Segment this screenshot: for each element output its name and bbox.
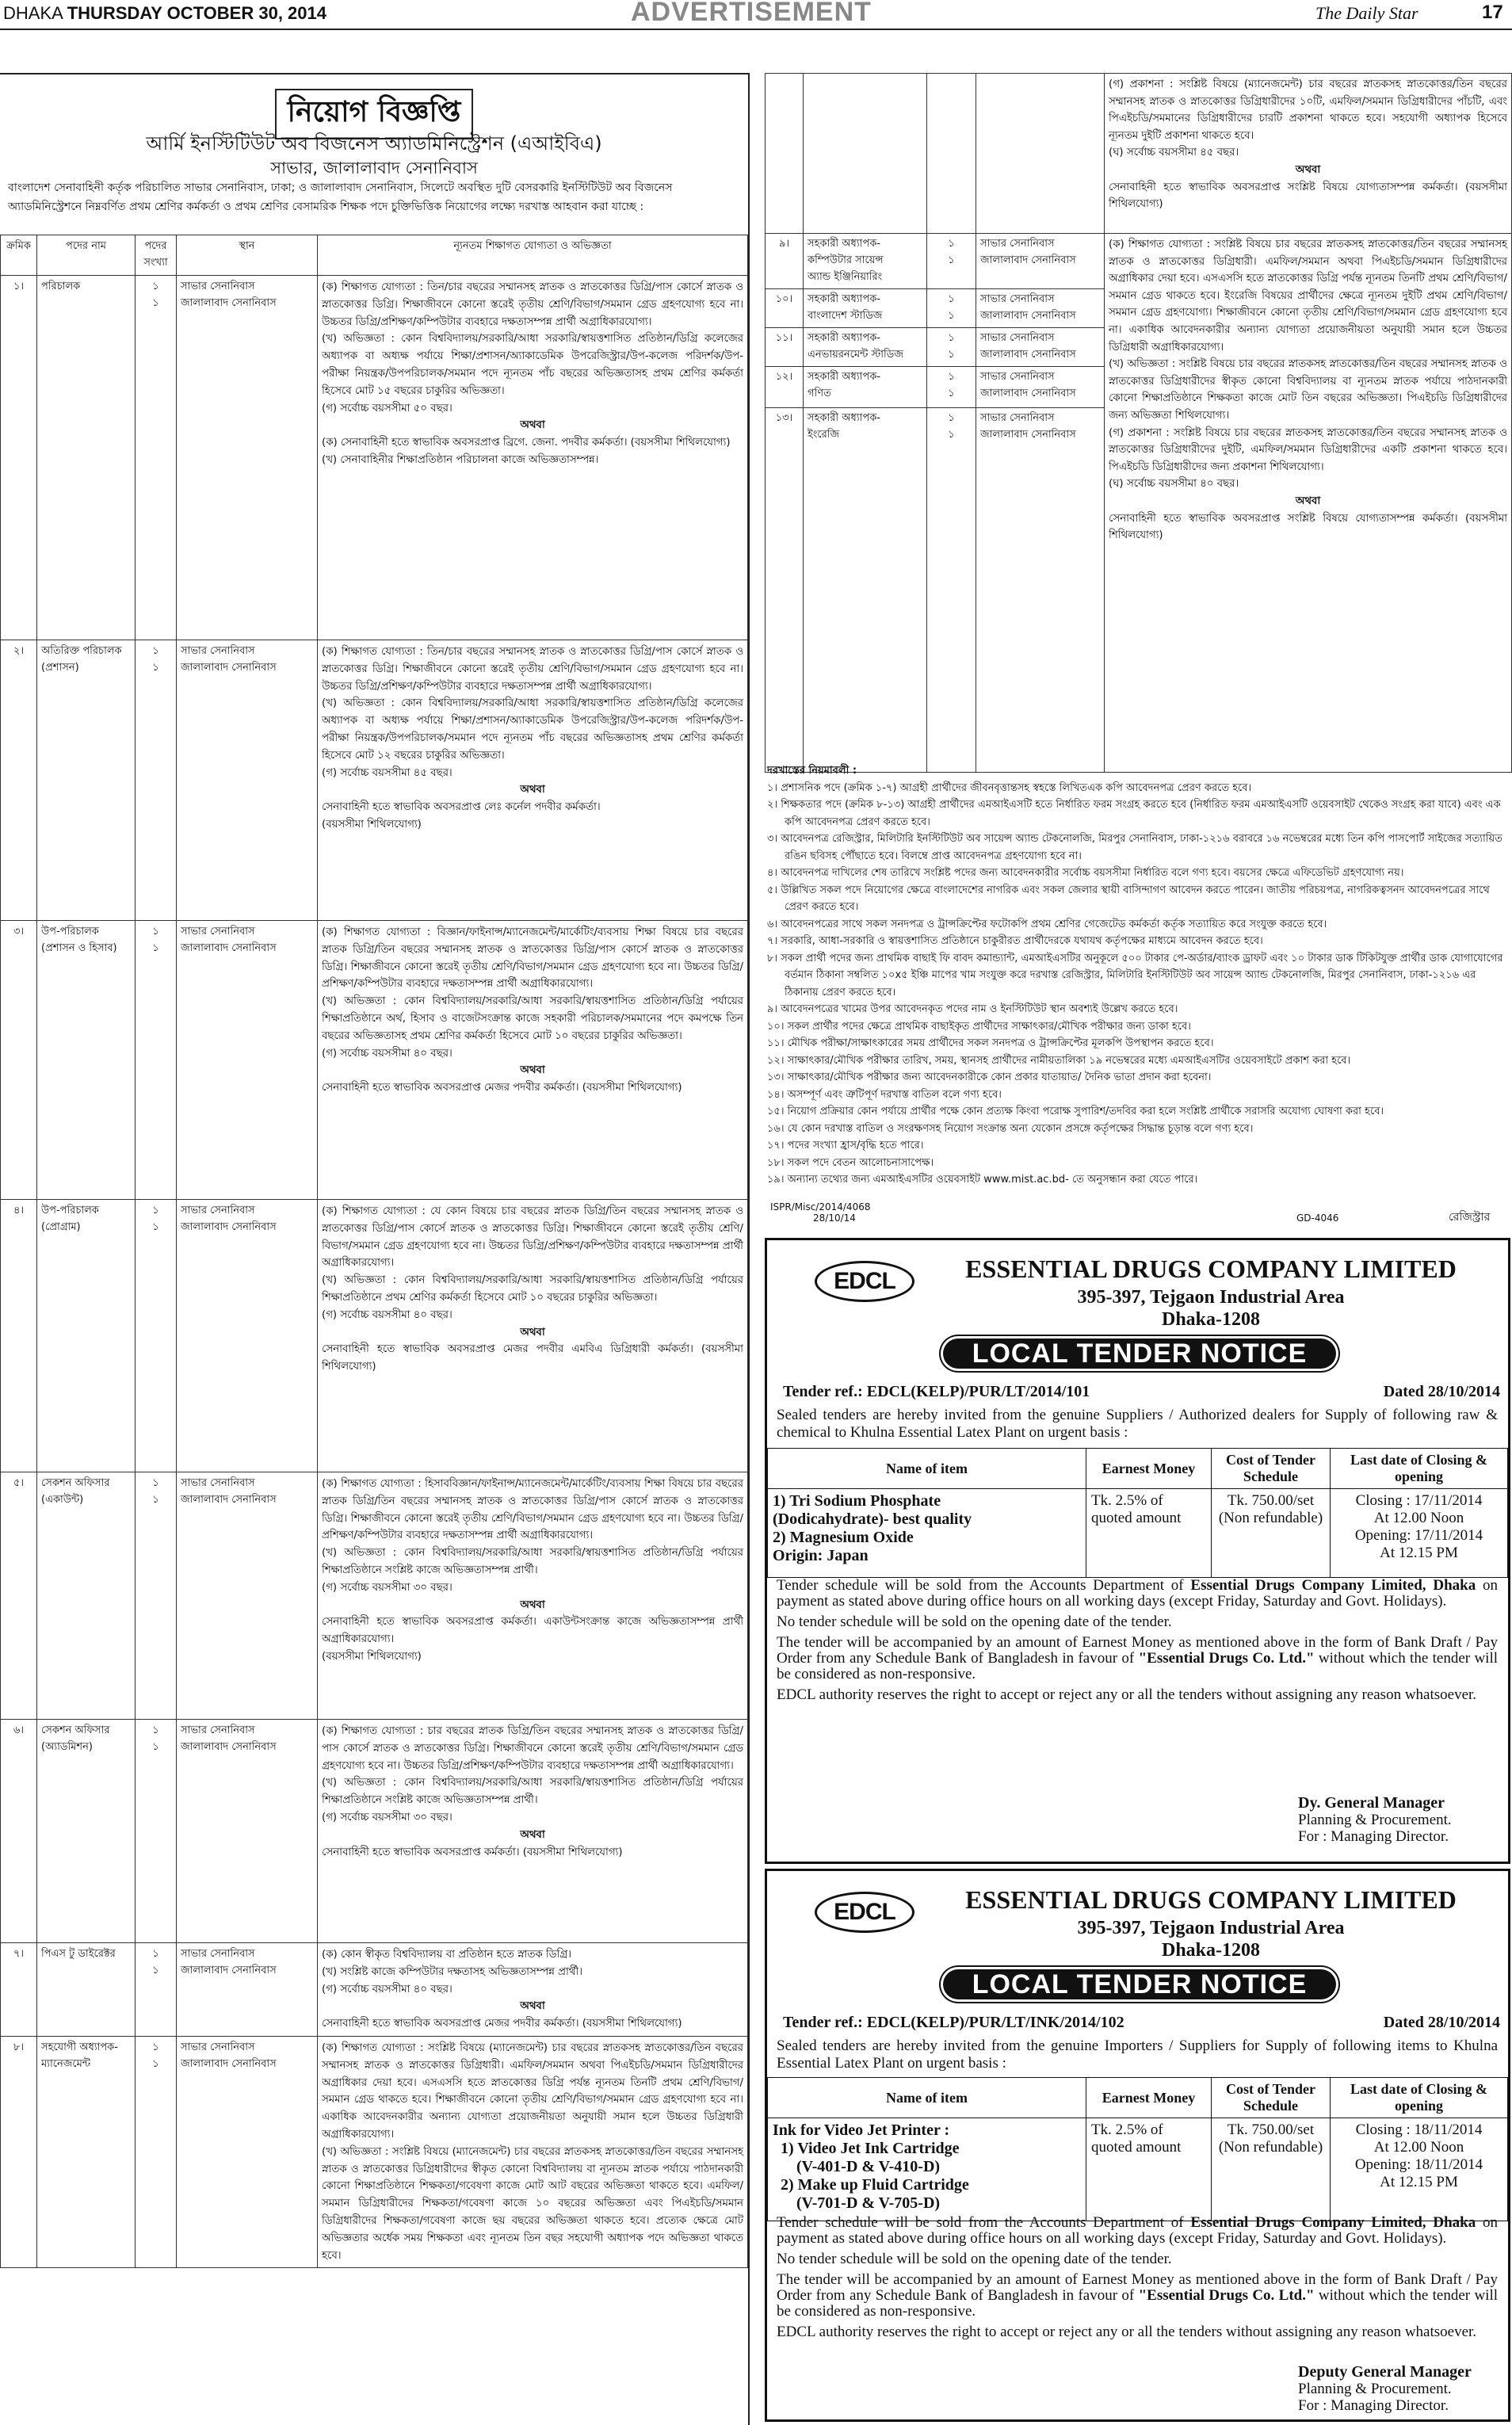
post-serial-text: ৮। <box>13 2041 25 2053</box>
ad-footer <box>767 1201 1509 1225</box>
post-serial-text: ৩। <box>13 926 25 938</box>
post-requirements-text: (ক) কোন স্বীকৃত বিশ্ববিদ্যালয় বা প্রতিষ্ঠান হতে স্নাতক ডিগ্রি। (খ) সংশ্লিষ্ট কাজে কম্পিউটার দক্ষতাসহ অভিজ্ঞতাসম্পন্ন প্রার্থী। (গ) সর্বোচ্চ বয়সসীমা ৪০ বছর। <box>322 1949 582 1995</box>
post-serial-text: ৪। <box>13 1205 25 1216</box>
post-count-text: ১ ১ <box>152 645 159 674</box>
masthead: The Daily Star <box>1315 3 1418 23</box>
post-place <box>976 367 1105 408</box>
alternative-eligibility: সেনাবাহিনী হতে স্বাভাবিক অবসরপ্রাপ্ত সংশ্লিষ্ট বিষয়ে যোগ্যতাসম্পন্ন কর্মকর্তা। (বয়সসীমা শিথিলযোগ্য) <box>1109 512 1507 542</box>
posts-table-continued <box>765 73 1512 773</box>
post-count <box>136 1472 177 1720</box>
gd-number: GD-4046 <box>1296 1212 1339 1224</box>
section-label: ADVERTISEMENT <box>631 0 872 27</box>
rule-item: ১২। সাক্ষাৎকার/মৌখিক পরীক্ষার তারিখ, সময়, স্থানসহ প্রার্থীদের নামীয়তালিকা ১৯ নভেম্বরের মধ্যে এমআইএসটির ওয়েবসাইটে প্রকাশ করা হবে। <box>767 1054 1351 1067</box>
empty-cell <box>927 74 976 234</box>
post-serial-text: ৯। <box>778 238 790 250</box>
or-label: অথবা <box>520 1828 545 1841</box>
post-place <box>177 1200 318 1472</box>
rule-item: ৮। সকল প্রার্থী পদের জন্য প্রাথমিক বাছাই ফি বাবদ কমান্ড্যান্ট, এমআইএসটির অনুকূলে ৫০০ টাকার পে-অর্ডার/ব্যাংক ড্রাফট এবং ১০ টাকার ডাক টিকিটযুক্ত প্রার্থীর ডাক যোগাযোগের বর্তমান ঠিকানা সম্বলিত ১০x৫ ইঞ্চি মাপের খাম সংযুক্ত করে দরখাস্ত রেজিস্ট্রার, মিলিটারি ইনস্টিটিউট অব সায়েন্স অ্যান্ড টেকনোলজি, মিরপুর সেনানিবাস, ঢাকা-১২১৬ এর ঠিকানায় প্রেরণ করতে হবে। <box>767 952 1503 999</box>
post-count-text: ১ ১ <box>948 412 955 441</box>
tender-ref: Tender ref.: EDCL(KELP)/PUR/LT/2014/101 <box>783 1383 1090 1400</box>
item-list: 1) Tri Sodium Phosphate (Dodicahydrate)- best quality 2) Magnesium Oxide Origin: Japan <box>768 1489 1086 1578</box>
post-requirements-text: (গ) প্রকাশনা : সংশ্লিষ্ট বিষয়ে (ম্যানেজমেন্ট) চার বছরের স্নাতকসহ স্নাতকোত্তর/তিন বছরের সম্মানসহ স্নাতক ও স্নাতকোত্তর ডিগ্রিধারীদের ১০টি, এমফিল/সমমান ডিগ্রিধারীদের পাঁচটি, এবং পিএইচডি/সমমানের ডিগ্রিধারীদের চারটি প্রকাশনা থাকতে হবে। সহযোগী অধ্যাপক হিসেবে ন্যূনতম দুইটি প্রকাশনা থাকতে হবে। (ঘ) সর্বোচ্চ বয়সসীমা ৪৫ বছর। <box>1109 78 1507 159</box>
post-requirements <box>318 1472 748 1720</box>
post-serial-text: ৭। <box>13 1948 25 1960</box>
post-row <box>1 1200 748 1472</box>
alternative-eligibility: সেনাবাহিনী হতে স্বাভাবিক অবসরপ্রাপ্ত মেজর পদবীর কর্মকর্তা। (বয়সসীমা শিথিলযোগ্য) <box>322 1082 682 1094</box>
post-name-text: সহযোগী অধ্যাপক- ম্যানেজমেন্ট <box>41 2041 118 2070</box>
tender-terms: Tender schedule will be sold from the Accounts Department of Essential Drugs Company Limited, Dhaka on payment as stated above during office hours on all working days (except Friday, Saturday and Govt. Holidays). No tender schedule will be sold on the opening date of the tender. The tender will be accompanied by an amount of Earnest Money as mentioned above in the form of Bank Draft / Pay Order from any Schedule Bank of Bangladesh in favour of "Essential Drugs Co. Ltd." without which the tender will be considered as non-responsive. EDCL authority reserves the right to accept or reject any or all the tenders without assigning any reason whatsoever. <box>777 2214 1499 2340</box>
post-row <box>1 2036 748 2267</box>
post-requirements <box>318 276 748 640</box>
post-count-text: ১ ১ <box>948 332 955 361</box>
col-item: Name of item <box>768 1449 1086 1489</box>
rule-item: ৩। আবেদনপত্র রেজিস্ট্রার, মিলিটারি ইনস্টিটিউট অব সায়েন্স অ্যান্ড টেকনোলজি, মিরপুর সেনানিবাস, ঢাকা-১২১৬ বরাবরে ১৬ নভেম্বরের মধ্যে তিন কপি পাসপোর্ট সাইজের সত্যায়িত রঙিন ছবিসহ পৌঁছাতে হবে। বিলম্বে প্রাপ্ত আবেদনপত্র গ্রহণযোগ্য হবে না। <box>767 833 1502 862</box>
post-requirements-text: (ক) শিক্ষাগত যোগ্যতা : হিসাববিজ্ঞান/ফাইনান্স/ম্যানেজমেন্ট/মার্কেটিং/ব্যবসায় শিক্ষা বিষয়ে চার বছরের স্নাতক ডিগ্রি/তিন বছরের সম্মানসহ স্নাতক ও স্নাতকোত্তর ডিগ্রি/পাস কোর্সে স্নাতক ও স্নাতকোত্তর ডিগ্রি। শিক্ষাজীবনে কোনো স্তরেই তৃতীয় শ্রেণি/বিভাগ/সমমান গ্রেড গ্রহণযোগ্য হবে না। উচ্চতর ডিগ্রি/প্রশিক্ষণ/কম্পিউটার ব্যবহারে দক্ষতাসম্পন্ন প্রার্থী অগ্রাধিকারযোগ্য। (খ) অভিজ্ঞতা : কোন বিশ্ববিদ্যালয়/সরকারি/আধা সরকারি/স্বায়ত্তশাসিত প্রতিষ্ঠান/ডিগ্রি পর্যায়ের শিক্ষাপ্রতিষ্ঠানে সংশ্লিষ্ট কাজে অভিজ্ঞতাসম্পন্ন প্রার্থী। (গ) সর্বোচ্চ বয়সসীমা ৩০ বছর। <box>322 1478 743 1594</box>
tender-date: Dated 28/10/2014 <box>1383 1383 1500 1400</box>
post-requirements <box>318 2036 748 2267</box>
post-serial <box>1 1472 37 1720</box>
post-count <box>927 234 976 289</box>
post-count-text: ১ ১ <box>948 238 955 266</box>
post-name-text: সেকশন অফিসার (অ্যাডমিশন) <box>41 1724 110 1753</box>
post-serial-text: ১। <box>13 281 25 292</box>
empty-cell <box>804 74 927 234</box>
rule-item: ১০। সকল প্রার্থীর পদের ক্ষেত্রে প্রাথমিক বাছাইকৃত প্রার্থীদের সাক্ষাৎকার/মৌখিক পরীক্ষার জন্য ডাকা হবে। <box>767 1020 1191 1033</box>
post-count-text: ১ ১ <box>152 926 159 954</box>
alternative-eligibility: (ক) সেনাবাহিনী হতে স্বাভাবিক অবসরপ্রাপ্ত ব্রিগে. জেনা. পদবীর কর্মকর্তা। (বয়সসীমা শিথিলযোগ্য) (খ) সেনাবাহিনীর শিক্ষাপ্রতিষ্ঠান পরিচালনা কাজে অভিজ্ঞতাসম্পন্ন। <box>322 437 731 466</box>
notice-banner: LOCAL TENDER NOTICE <box>943 1969 1336 1999</box>
post-serial <box>766 234 804 289</box>
post-requirements <box>1105 234 1512 773</box>
ispr-ref: ISPR/Misc/2014/4068 <box>770 1201 871 1212</box>
post-row <box>1 1943 748 2037</box>
post-row <box>1 1720 748 1943</box>
post-name <box>804 408 927 773</box>
post-place-text: সাভার সেনানিবাস জালালাবাদ সেনানিবাস <box>181 1477 277 1506</box>
signer-title: রেজিস্ট্রার <box>1449 1211 1491 1224</box>
post-serial <box>766 408 804 773</box>
rule-item: ১৩। সাক্ষাৎকার/মৌখিক পরীক্ষার জন্য আবেদনকারীকে কোন প্রকার যাতায়াত/ দৈনিক ভাতা প্রদান করা হবেনা। <box>767 1071 1212 1083</box>
post-requirements <box>318 1943 748 2037</box>
post-place <box>177 921 318 1200</box>
post-name <box>37 2036 136 2267</box>
post-place <box>177 2036 318 2267</box>
column-header: ক্রমিক <box>1 235 37 276</box>
post-name-text: সহকারী অধ্যাপক- বাংলাদেশ স্টাডিজ <box>808 293 883 322</box>
post-name-text: সেকশন অফিসার (একাউন্ট) <box>41 1477 110 1506</box>
post-place <box>177 276 318 640</box>
post-requirements-text: (ক) শিক্ষাগত যোগ্যতা : তিন/চার বছরের সম্মানসহ স্নাতক ও স্নাতকোত্তর ডিগ্রি/পাস কোর্সে স্নাতক ও স্নাতকোত্তর ডিগ্রি। শিক্ষাজীবনে কোনো স্তরেই তৃতীয় শ্রেণি/বিভাগ/সমমান গ্রেড গ্রহণযোগ্য হবে না। উচ্চতর ডিগ্রি/প্রশিক্ষণ/কম্পিউটার ব্যবহারে দক্ষতাসম্পন্ন প্রার্থী অগ্রাধিকারযোগ্য। (খ) অভিজ্ঞতা : কোন বিশ্ববিদ্যালয়/সরকারি/আধা সরকারি/স্বায়ত্তশাসিত প্রতিষ্ঠান/ডিগ্রি কলেজের অধ্যাপক বা অধ্যক্ষ পর্যায়ে শিক্ষা/প্রশাসন/অ্যাকাডেমিক উপরেজিস্ট্রার/উপ-কলেজ পরিদর্শক/উপ-পরীক্ষা নিয়ন্ত্রক/উপপরিচালক/সমমান পদে ন্যূনতম পাঁচ বছরের অভিজ্ঞতাসহ প্রথম শ্রেণির কর্মকর্তা হিসেবে মোট ১২ বছরের চাকুরির অভিজ্ঞতা। (গ) সর্বোচ্চ বয়সসীমা ৪৫ বছর। <box>322 646 743 779</box>
post-serial-text: ৫। <box>13 1477 25 1489</box>
rule-item: ১৯। অন্যান্য তথ্যের জন্য এমআইএসটির ওয়েবসাইট www.mist.ac.bd- তে অনুসন্ধান করা যেতে পারে। <box>767 1174 1198 1186</box>
post-requirements <box>318 1200 748 1472</box>
alternative-eligibility: সেনাবাহিনী হতে স্বাভাবিক অবসরপ্রাপ্ত মেজর পদবীর কর্মকর্তা। (বয়সসীমা শিথিলযোগ্য) <box>322 2018 682 2030</box>
closing-dates: Closing : 18/11/2014 At 12.00 Noon Opening: 18/11/2014 At 12.15 PM <box>1331 2118 1508 2221</box>
post-count <box>136 921 177 1200</box>
col-closing: Last date of Closing & opening <box>1331 1449 1508 1489</box>
company-address: 395-397, Tejgaon Industrial Area Dhaka-1208 <box>1077 1287 1345 1330</box>
schedule-cost: Tk. 750.00/set (Non refundable) <box>1212 2118 1331 2221</box>
post-serial <box>766 328 804 367</box>
post-place <box>976 234 1105 289</box>
post-place <box>976 328 1105 367</box>
alternative-eligibility: সেনাবাহিনী হতে স্বাভাবিক অবসরপ্রাপ্ত লেঃ কর্নেল পদবীর কর্মকর্তা। (বয়সসীমা শিথিলযোগ্য) <box>322 801 601 831</box>
alternative-eligibility: সেনাবাহিনী হতে স্বাভাবিক অবসরপ্রাপ্ত সংশ্লিষ্ট বিষয়ে যোগ্যতাসম্পন্ন কর্মকর্তা। (বয়সসীমা শিথিলযোগ্য) <box>1109 181 1507 211</box>
post-name <box>804 367 927 408</box>
post-count-text: ১ ১ <box>948 371 955 399</box>
ispr-date: 28/10/14 <box>813 1212 856 1224</box>
or-label: অথবা <box>520 1326 545 1339</box>
post-place-text: সাভার সেনানিবাস জালালাবাদ সেনানিবাস <box>181 1948 277 1976</box>
post-requirements-text: (ক) শিক্ষাগত যোগ্যতা : যে কোন বিষয়ে চার বছরের স্নাতক ডিগ্রি/তিন বছরের সম্মানসহ স্নাতক ও স্নাতকোত্তর ডিগ্রি/পাস কোর্সে স্নাতক ও স্নাতকোত্তর ডিগ্রি। শিক্ষাজীবনে কোনো স্তরেই তৃতীয় শ্রেণি/বিভাগ/সমমান গ্রেড গ্রহণযোগ্য হবে না। উচ্চতর ডিগ্রি/প্রশিক্ষণ/কম্পিউটার ব্যবহারে দক্ষতাসম্পন্ন প্রার্থী অগ্রাধিকারযোগ্য। (খ) অভিজ্ঞতা : কোন বিশ্ববিদ্যালয়/সরকারি/আধা সরকারি/স্বায়ত্তশাসিত প্রতিষ্ঠান/ডিগ্রি পর্যায়ের শিক্ষাপ্রতিষ্ঠানে প্রথম শ্রেণির কর্মকর্তা হিসেবে মোট ১০ বছরের চাকুরির অভিজ্ঞতা। (গ) সর্বোচ্চ বয়সসীমা ৪০ বছর। <box>322 1205 743 1321</box>
post-place-text: সাভার সেনানিবাস জালালাবাদ সেনানিবাস <box>181 926 277 954</box>
ad-location: সাভার, জালালাবাদ সেনানিবাস <box>270 158 478 178</box>
post-name-text: অতিরিক্ত পরিচালক (প্রশাসন) <box>41 645 122 674</box>
rule-item: ৯। আবেদনপত্রের খামের উপর আবেদনকৃত পদের নাম ও ইনস্টিটিউট স্থান অবশ্যই উল্লেখ করতে হবে। <box>767 1003 1178 1015</box>
post-serial-text: ২। <box>13 645 25 657</box>
earnest-money: Tk. 2.5% of quoted amount <box>1086 2118 1212 2221</box>
post-row <box>1 921 748 1200</box>
post-serial <box>1 1943 37 2037</box>
post-serial-text: ১৩। <box>775 412 793 424</box>
post-serial-text: ১০। <box>775 293 793 305</box>
rule-item: ২। শিক্ষকতার পদে (ক্রমিক ৮-১৩) আগ্রহী প্রার্থীদের এমআইএসটি হতে নির্ধারিত ফরম সংগ্রহ করতে হবে (নির্ধারিত ফরম এমআইএসটি ওয়েবসাইট থেকেও সংগ্রহ করা যাবে) এবং এক কপি আবেদনপত্র প্রেরণ করতে হবে। <box>767 799 1501 828</box>
post-name-text: সহকারী অধ্যাপক- কম্পিউটার সায়েন্স অ্যান্ড ইঞ্জিনিয়ারিং <box>808 238 884 283</box>
post-serial <box>1 1720 37 1943</box>
post-count-text: ১ ১ <box>152 1724 159 1753</box>
post-count-text: ১ ১ <box>152 281 159 309</box>
post-name-text: পিএস টু ডাইরেক্টর <box>41 1948 116 1960</box>
rule-item: ১। প্রশাসনিক পদে (ক্রমিক ১-৭) আগ্রহী প্রার্থীদের জীবনবৃত্তান্তসহ স্বহস্তে লিখিতএক কপি আবেদনপত্র প্রেরণ করতে হবে। <box>767 781 1252 794</box>
post-requirements-text: (ক) শিক্ষাগত যোগ্যতা : বিজ্ঞান/ফাইনান্স/ম্যানেজমেন্ট/মার্কেটিং/ব্যবসায় শিক্ষা বিষয়ে চার বছরের স্নাতক ডিগ্রি/তিন বছরের সম্মানসহ স্নাতক ও স্নাতকোত্তর ডিগ্রি/পাস কোর্সে স্নাতক ও স্নাতকোত্তর ডিগ্রি। শিক্ষাজীবনে কোনো স্তরেই তৃতীয় শ্রেণি/বিভাগ/সমমান গ্রেড গ্রহণযোগ্য হবে না। উচ্চতর ডিগ্রি/প্রশিক্ষণ/কম্পিউটার ব্যবহারে দক্ষতাসম্পন্ন প্রার্থী অগ্রাধিকারযোগ্য। (খ) অভিজ্ঞতা : কোন বিশ্ববিদ্যালয়/সরকারি/আধা সরকারি/স্বায়ত্তশাসিত প্রতিষ্ঠান/ডিগ্রি পর্যায়ের শিক্ষাপ্রতিষ্ঠানে অর্থ, হিসাব ও বাজেটসংক্রান্ত কাজে সহকারী পরিচালক/সমমানের পদে কমপক্ষে তিন বছরের অভিজ্ঞতাসহ প্রথম শ্রেণির কর্মকর্তা হিসেবে মোট ১০ বছরের চাকুরির অভিজ্ঞতা। (গ) সর্বোচ্চ বয়সসীমা ৪০ বছর। <box>322 926 743 1060</box>
empty-cell <box>766 74 804 234</box>
post-serial <box>1 276 37 640</box>
company-name: ESSENTIAL DRUGS COMPANY LIMITED <box>965 1885 1457 1914</box>
post-count-text: ১ ১ <box>152 1477 159 1506</box>
rule-item: ৪। আবেদনপত্র দাখিলের শেষ তারিখে সংশ্লিষ্ট পদের জন্য আবেদনকারীর সর্বোচ্চ বয়সসীমা নির্ধারিত বলে গণ্য হবে। বয়সের ক্ষেত্রে এফিডেভিট গ্রহণযোগ্য নয়। <box>767 867 1404 879</box>
post-count <box>136 276 177 640</box>
tender-terms: Tender schedule will be sold from the Accounts Department of Essential Drugs Company Limited, Dhaka on payment as stated above during office hours on all working days (except Friday, Saturday and Govt. Holidays). No tender schedule will be sold on the opening date of the tender. The tender will be accompanied by an amount of Earnest Money as mentioned above in the form of Bank Draft / Pay Order from any Schedule Bank of Bangladesh in favour of "Essential Drugs Co. Ltd." without which the tender will be considered as non-responsive. EDCL authority reserves the right to accept or reject any or all the tenders without assigning any reason whatsoever. <box>777 1577 1499 1703</box>
ad-institution: আর্মি ইনস্টিটিউট অব বিজনেস অ্যাডমিনিস্ট্রেশন (এআইবিএ) <box>146 132 602 155</box>
rule-item: ১৭। পদের সংখ্যা হ্রাস/বৃদ্ধি হতে পারে। <box>767 1140 924 1151</box>
post-serial <box>766 367 804 408</box>
or-label: অথবা <box>1295 163 1321 176</box>
tender-intro: Sealed tenders are hereby invited from the genuine Suppliers / Authorized dealers for Supply of following raw & chemical to Khulna Essential Latex Plant on urgent basis : <box>777 1407 1498 1441</box>
rule-item: ১১। মৌখিক পরীক্ষা/সাক্ষাৎকারের সময় প্রার্থীদের সকল সনদপত্র ও ট্রান্সক্রিপ্টের মূলকপি উপস্থাপন করতে হবে। <box>767 1037 1214 1049</box>
post-serial <box>1 2036 37 2267</box>
post-requirements <box>318 1720 748 1943</box>
tender-items-table <box>767 2077 1508 2221</box>
post-place <box>976 408 1105 773</box>
post-name <box>804 328 927 367</box>
post-count <box>927 328 976 367</box>
post-serial <box>1 640 37 921</box>
post-place <box>177 1943 318 2037</box>
tender-items-table <box>767 1448 1508 1578</box>
alternative-eligibility: সেনাবাহিনী হতে স্বাভাবিক অবসরপ্রাপ্ত কর্মকর্তা। (বয়সসীমা শিথিলযোগ্য) <box>322 1846 623 1858</box>
item-list: Ink for Video Jet Printer : 1) Video Jet Ink Cartridge (V-401-D & V-410-D) 2) Make up Fluid Cartridge (V-701-D & V-705-D) <box>768 2118 1086 2221</box>
column-header: স্থান <box>177 235 318 276</box>
edcl-logo: EDCL <box>815 1892 914 1933</box>
post-name <box>804 289 927 328</box>
post-name <box>37 1200 136 1472</box>
post-count <box>136 640 177 921</box>
post-serial-text: ১১। <box>775 332 793 344</box>
rule-item: ১৪। অসম্পূর্ণ এবং ত্রুটিপূর্ণ দরখাস্ত বাতিল বলে গণ্য হবে। <box>767 1088 1002 1101</box>
post-place <box>177 1472 318 1720</box>
company-address: 395-397, Tejgaon Industrial Area Dhaka-1208 <box>1077 1918 1345 1961</box>
page-number: 17 <box>1482 2 1503 23</box>
post-count <box>136 1943 177 2037</box>
post-count <box>136 1720 177 1943</box>
post-place-text: সাভার সেনানিবাস জালালাবাদ সেনানিবাস <box>980 293 1076 322</box>
col-earnest: Earnest Money <box>1086 1449 1212 1489</box>
post-count-text: ১ ১ <box>152 1205 159 1233</box>
post-place-text: সাভার সেনানিবাস জালালাবাদ সেনানিবাস <box>181 1205 277 1233</box>
post-name <box>37 1943 136 2037</box>
teacher-requirements: (ক) শিক্ষাগত যোগ্যতা : সংশ্লিষ্ট বিষয়ে চার বছরের স্নাতকসহ স্নাতকোত্তর/তিন বছরের সম্মানসহ স্নাতক ও স্নাতকোত্তর ডিগ্রিধারী। এমফিল/সমমান অথবা পিএইচডি/সমমান ডিগ্রিধারীদের অগ্রাধিকার দেয়া হবে। এসএসসি হতে স্নাতকোত্তর ডিগ্রি পর্যন্ত ন্যূনতম তিনটি প্রথম শ্রেণি/বিভাগ/সমমান গ্রেড থাকতে হবে। ইংরেজি বিষয়ের প্রার্থীদের ক্ষেত্রে ন্যূনতম দুইটি প্রথম শ্রেণি/বিভাগ/সমমান গ্রেড গ্রহণযোগ্য। শিক্ষাজীবনে কোনো তৃতীয় শ্রেণি/বিভাগ/সমমান গ্রেড গ্রহণযোগ্য হবে না। একাধিক আবেদনকারীর অন্যান্য যোগ্যতা প্রয়োজনীয়তা অনুযায়ী সমান হলে উচ্চতর ডিগ্রিধারী অগ্রাধিকারযোগ্য। (খ) অভিজ্ঞতা : সংশ্লিষ্ট বিষয়ে চার বছরের স্নাতকসহ স্নাতকোত্তর/তিন বছরের সম্মানসহ স্নাতক ও স্নাতকোত্তর ডিগ্রিধারীদের স্বীকৃত কোনো বিশ্ববিদ্যালয় বা ন্যূনতম স্নাতক পর্যায়ে পাঠদানকারী কোনো শিক্ষাপ্রতিষ্ঠানে শিক্ষকতা কাজে মোট তিন বছরের অভিজ্ঞতা। পিএইচডি ডিগ্রিধারীদের জন্য অভিজ্ঞতা শিথিলযোগ্য। (গ) প্রকাশনা : সংশ্লিষ্ট বিষয়ে চার বছরের স্নাতকসহ স্নাতকোত্তর/তিন বছরের সম্মানসহ স্নাতক ও স্নাতকোত্তর ডিগ্রিধারীদের দুইটি, এমফিল/সমমান ডিগ্রিধারীদের একটি প্রকাশনা থাকতে হবে। পিএইচডি ডিগ্রিধারীদের জন্য প্রকাশনা শিথিলযোগ্য। (ঘ) সর্বোচ্চ বয়সসীমা ৪০ বছর। <box>1109 239 1507 491</box>
post-place-text: সাভার সেনানিবাস জালালাবাদ সেনানিবাস <box>980 412 1076 441</box>
col-cost: Cost of Tender Schedule <box>1212 2078 1331 2118</box>
post-count <box>136 1200 177 1472</box>
col-cost: Cost of Tender Schedule <box>1212 1449 1331 1489</box>
post-name <box>37 1720 136 1943</box>
application-rules <box>767 762 1509 1189</box>
edcl-logo: EDCL <box>815 1261 914 1302</box>
post-requirements-text: (ক) শিক্ষাগত যোগ্যতা : তিন/চার বছরের সম্মানসহ স্নাতক ও স্নাতকোত্তর ডিগ্রি/পাস কোর্সে স্নাতক ও স্নাতকোত্তর ডিগ্রি। শিক্ষাজীবনে কোনো স্তরেই তৃতীয় শ্রেণি/বিভাগ/সমমান গ্রেড গ্রহণযোগ্য হবে না। উচ্চতর ডিগ্রি/প্রশিক্ষণ/কম্পিউটার ব্যবহারে দক্ষতাসম্পন্ন প্রার্থী অগ্রাধিকারযোগ্য। (খ) অভিজ্ঞতা : কোন বিশ্ববিদ্যালয়/সরকারি/আধা সরকারি/স্বায়ত্তশাসিত প্রতিষ্ঠান/ডিগ্রি কলেজের অধ্যাপক বা অধ্যক্ষ পর্যায়ে শিক্ষা/প্রশাসন/অ্যাকাডেমিক উপরেজিস্ট্রার/উপ-কলেজ পরিদর্শক/উপ-পরীক্ষা নিয়ন্ত্রক/উপপরিচালক/সমমান পদে ন্যূনতম পাঁচ বছরের অভিজ্ঞতাসহ প্রথম শ্রেণির কর্মকর্তা হিসেবে মোট ১৫ বছরের চাকুরির অভিজ্ঞতা। (গ) সর্বোচ্চ বয়সসীমা ৫০ বছর। <box>322 281 743 414</box>
notice-banner: LOCAL TENDER NOTICE <box>943 1339 1336 1369</box>
rules-title: দরখাস্তের নিয়মাবলী : <box>767 765 857 777</box>
post-count <box>136 2036 177 2267</box>
rule-item: ৭। সরকারি, আধা-সরকারি ও স্বায়ত্তশাসিত প্রতিষ্ঠানে চাকুরীরত প্রার্থীদেরকে যথাযথ কর্তৃপক্ষের মাধ্যমে আবেদন করতে হবে। <box>767 935 1263 947</box>
posts-table <box>0 235 748 2268</box>
post-count-text: ১ ১ <box>152 2041 159 2070</box>
rule-item: ৫। উল্লিখিত সকল পদে নিয়োগের ক্ষেত্রে বাংলাদেশের নাগরিক এবং সকল জেলার স্থায়ী বাসিন্দাগণ আবেদন করতে পারেন। জাতীয় পরিচয়পত্র, নাগরিকত্বসনদ আবেদনপত্রের সাথে প্রেরণ করতে হবে। <box>767 884 1490 913</box>
tender-date: Dated 28/10/2014 <box>1383 2014 1500 2031</box>
post-serial <box>1 921 37 1200</box>
post-serial-text: ১২। <box>775 371 793 383</box>
col-closing: Last date of Closing & opening <box>1331 2078 1508 2118</box>
post-place-text: সাভার সেনানিবাস জালালাবাদ সেনানিবাস <box>181 1724 277 1753</box>
post-name-text: সহকারী অধ্যাপক- গণিত <box>808 371 880 399</box>
dateline: DHAKA THURSDAY OCTOBER 30, 2014 <box>3 3 326 23</box>
post-name-text: পরিচালক <box>41 281 81 292</box>
post-requirements <box>1105 74 1512 234</box>
tender-notice-2 <box>765 1869 1510 2422</box>
post-count <box>927 367 976 408</box>
rule-item: ১৮। সকল পদে বেতন আলোচনাসাপেক্ষ। <box>767 1156 934 1169</box>
post-row <box>1 640 748 921</box>
tender-intro: Sealed tenders are hereby invited from the genuine Importers / Suppliers for Supply of following items to Khulna Essential Latex Plant on urgent basis : <box>777 2037 1498 2072</box>
or-label: অথবা <box>520 1064 545 1077</box>
post-count-text: ১ ১ <box>152 1948 159 1976</box>
post-name <box>37 276 136 640</box>
or-label: অথবা <box>520 419 545 432</box>
rule-item: ১৫। নিয়োগ প্রক্রিয়ার কোন পর্যায়ে প্রার্থীর পক্ষে কোন প্রত্যক্ষ কিংবা পরোক্ষ সুপারিশ/তদবির করা হলে সংশ্লিষ্ট প্রার্থীকে সরাসরি অযোগ্য ঘোষণা করা হবে। <box>767 1106 1384 1117</box>
post-row <box>1 1472 748 1720</box>
post-place <box>177 1720 318 1943</box>
post-name <box>804 234 927 289</box>
closing-dates: Closing : 17/11/2014 At 12.00 Noon Opening: 17/11/2014 At 12.15 PM <box>1331 1489 1508 1578</box>
or-label: অথবা <box>520 1598 545 1611</box>
post-count <box>927 289 976 328</box>
ad-title: নিয়োগ বিজ্ঞপ্তি <box>0 89 748 139</box>
post-serial <box>1 1200 37 1472</box>
post-requirements-text: (ক) শিক্ষাগত যোগ্যতা : সংশ্লিষ্ট বিষয়ে (ম্যানেজমেন্ট) চার বছরের স্নাতকসহ স্নাতকোত্তর/তিন বছরের সম্মানসহ স্নাতক ও স্নাতকোত্তর ডিগ্রিধারী। এমফিল/সমমান অথবা পিএইচডি/সমমান ডিগ্রিধারীদের অগ্রাধিকার দেয়া হবে। এসএসসি হতে স্নাতকোত্তর ডিগ্রি পর্যন্ত ন্যূনতম তিনটি প্রথম শ্রেণি/বিভাগ/সমমান গ্রেড থাকতে হবে। শিক্ষাজীবনে কোনো তৃতীয় শ্রেণি/বিভাগ/সমমান গ্রেড গ্রহণযোগ্য হবে না। একাধিক আবেদনকারীর অন্যান্য যোগ্যতা প্রয়োজনীয়তা অনুযায়ী সমান হলে উচ্চতর ডিগ্রিধারী অগ্রাধিকারযোগ্য। (খ) অভিজ্ঞতা : সংশ্লিষ্ট বিষয়ে (ম্যানেজমেন্ট) চার বছরের স্নাতকসহ স্নাতকোত্তর/তিন বছরের সম্মানসহ স্নাতক ও স্নাতকোত্তর ডিগ্রিধারীদের স্বীকৃত কোনো বিশ্ববিদ্যালয় বা ন্যূনতম স্নাতক পর্যায়ে পাঠদানকারী কোনো শিক্ষাপ্রতিষ্ঠানে শিক্ষকতা/গবেষণা কাজে মোট আট বছরের অভিজ্ঞতা থাকতে হবে। এমফিল/সমমান ডিগ্রিধারীদের শিক্ষকতা/গবেষণা কাজে ১০ বছরের অভিজ্ঞতা এবং পিএইচডি/সমমান ডিগ্রিধারীদের শিক্ষকতা/গবেষণা কাজে ছয় বছরের অভিজ্ঞতা থাকতে হবে। প্রত্যেক ক্ষেত্রে মোট অভিজ্ঞতার অর্ধেক সময় শিক্ষকতা এবং ন্যূনতম তিন বছর সহযোগী অধ্যাপক পদে অভিজ্ঞতা থাকতে হবে। <box>322 2041 743 2262</box>
column-header: ন্যূনতম শিক্ষাগত যোগ্যতা ও অভিজ্ঞতা <box>318 235 748 276</box>
tender-signature: Dy. General Manager Planning & Procurement. For : Managing Director. <box>1298 1794 1452 1845</box>
post-count <box>927 408 976 773</box>
post-place-text: সাভার সেনানিবাস জালালাবাদ সেনানিবাস <box>980 371 1076 399</box>
tender-signature: Deputy General Manager Planning & Procurement. For : Managing Director. <box>1298 2363 1472 2414</box>
or-label: অথবা <box>1295 495 1321 507</box>
company-name: ESSENTIAL DRUGS COMPANY LIMITED <box>965 1255 1457 1283</box>
schedule-cost: Tk. 750.00/set (Non refundable) <box>1212 1489 1331 1578</box>
column-header: পদের সংখ্যা <box>136 235 177 276</box>
rule-item: ৬। আবেদনপত্রের সাথে সকল সনদপত্র ও ট্রান্সক্রিপ্টের ফটোকপি প্রথম শ্রেণির গেজেটেড কর্মকর্তা কর্তৃক সত্যায়িত করে সংযুক্ত করতে হবে। <box>767 918 1327 930</box>
post-count-text: ১ ১ <box>948 293 955 322</box>
post-serial <box>766 289 804 328</box>
post-row <box>1 276 748 640</box>
post-place-text: সাভার সেনানিবাস জালালাবাদ সেনানিবাস <box>181 281 277 309</box>
page-header <box>0 0 1512 30</box>
alternative-eligibility: সেনাবাহিনী হতে স্বাভাবিক অবসরপ্রাপ্ত মেজর পদবীর এমবিএ ডিগ্রিধারী কর্মকর্তা। (বয়সসীমা শিথিলযোগ্য) <box>322 1343 743 1373</box>
post-row <box>766 234 1512 289</box>
post-name-text: সহকারী অধ্যাপক- এনভায়রনমেন্ট স্টাডিজ <box>808 332 903 361</box>
post-requirements <box>318 640 748 921</box>
post-name-text: সহকারী অধ্যাপক- ইংরেজি <box>808 412 880 441</box>
or-label: অথবা <box>520 2000 545 2013</box>
post-place-text: সাভার সেনানিবাস জালালাবাদ সেনানিবাস <box>980 238 1076 266</box>
tender-ref: Tender ref.: EDCL(KELP)/PUR/LT/INK/2014/102 <box>783 2014 1124 2031</box>
post-place <box>177 640 318 921</box>
post-place-text: সাভার সেনানিবাস জালালাবাদ সেনানিবাস <box>181 2041 277 2070</box>
post-row <box>766 74 1512 234</box>
post-requirements-text: (ক) শিক্ষাগত যোগ্যতা : চার বছরের স্নাতক ডিগ্রি/তিন বছরের সম্মানসহ স্নাতক ও স্নাতকোত্তর ডিগ্রি/পাস কোর্সে স্নাতক ও স্নাতকোত্তর ডিগ্রি। শিক্ষাজীবনে কোনো স্তরেই তৃতীয় শ্রেণি/বিভাগ/সমমান গ্রেড গ্রহণযোগ্য হবে না। উচ্চতর ডিগ্রি/প্রশিক্ষণ/কম্পিউটার ব্যবহারে দক্ষতাসম্পন্ন প্রার্থী অগ্রাধিকারযোগ্য। (খ) অভিজ্ঞতা : কোন বিশ্ববিদ্যালয়/সরকারি/আধা সরকারি/স্বায়ত্তশাসিত প্রতিষ্ঠান/ডিগ্রি পর্যায়ের শিক্ষাপ্রতিষ্ঠানে সংশ্লিষ্ট কাজে অভিজ্ঞতাসম্পন্ন প্রার্থী। (গ) সর্বোচ্চ বয়সসীমা ৩০ বছর। <box>322 1725 743 1824</box>
tender-notice-1 <box>765 1238 1510 1864</box>
post-place <box>976 289 1105 328</box>
post-name-text: উপ-পরিচালক (প্রশাসন ও হিসাব) <box>41 926 117 954</box>
post-requirements <box>318 921 748 1200</box>
column-header: পদের নাম <box>37 235 136 276</box>
empty-cell <box>976 74 1105 234</box>
post-place-text: সাভার সেনানিবাস জালালাবাদ সেনানিবাস <box>980 332 1076 361</box>
post-place-text: সাভার সেনানিবাস জালালাবাদ সেনানিবাস <box>181 645 277 674</box>
post-name <box>37 1472 136 1720</box>
col-item: Name of item <box>768 2078 1086 2118</box>
post-name <box>37 640 136 921</box>
post-serial-text: ৬। <box>13 1724 25 1736</box>
earnest-money: Tk. 2.5% of quoted amount <box>1086 1489 1212 1578</box>
or-label: অথবা <box>520 784 545 796</box>
post-name-text: উপ-পরিচালক (প্রোগ্রাম) <box>41 1205 99 1233</box>
ad-intro: বাংলাদেশ সেনাবাহিনী কর্তৃক পরিচালিত সাভার সেনানিবাস, ঢাকা; ও জালালাবাদ সেনানিবাস, সিলেটে অবস্থিত দুটি বেসরকারি ইনস্টিটিউট অব বিজনেস অ্যাডমিনিস্ট্রেশনে নিম্নবর্ণিত প্রথম শ্রেণির কর্মকর্তা ও প্রথম শ্রেণির বেসামরিক শিক্ষক পদে চুক্তিভিত্তিক নিয়োগের লক্ষ্যে দরখাস্ত আহবান করা যাচ্ছে : <box>8 181 673 213</box>
rule-item: ১৬। যে কোন দরখাস্ত বাতিল ও সংরক্ষণসহ নিয়োগ সংক্রান্ত অন্য যেকোন প্রসঙ্গে কর্তৃপক্ষের সিদ্ধান্ত চূড়ান্ত বলে গণ্য হবে। <box>767 1122 1254 1135</box>
post-name <box>37 921 136 1200</box>
col-earnest: Earnest Money <box>1086 2078 1212 2118</box>
alternative-eligibility: সেনাবাহিনী হতে স্বাভাবিক অবসরপ্রাপ্ত কর্মকর্তা। একাউন্টসংক্রান্ত কাজে অভিজ্ঞতাসম্পন্ন প্রার্থী অগ্রাধিকারযোগ্য। (বয়সসীমা শিথিলযোগ্য) <box>322 1616 743 1663</box>
